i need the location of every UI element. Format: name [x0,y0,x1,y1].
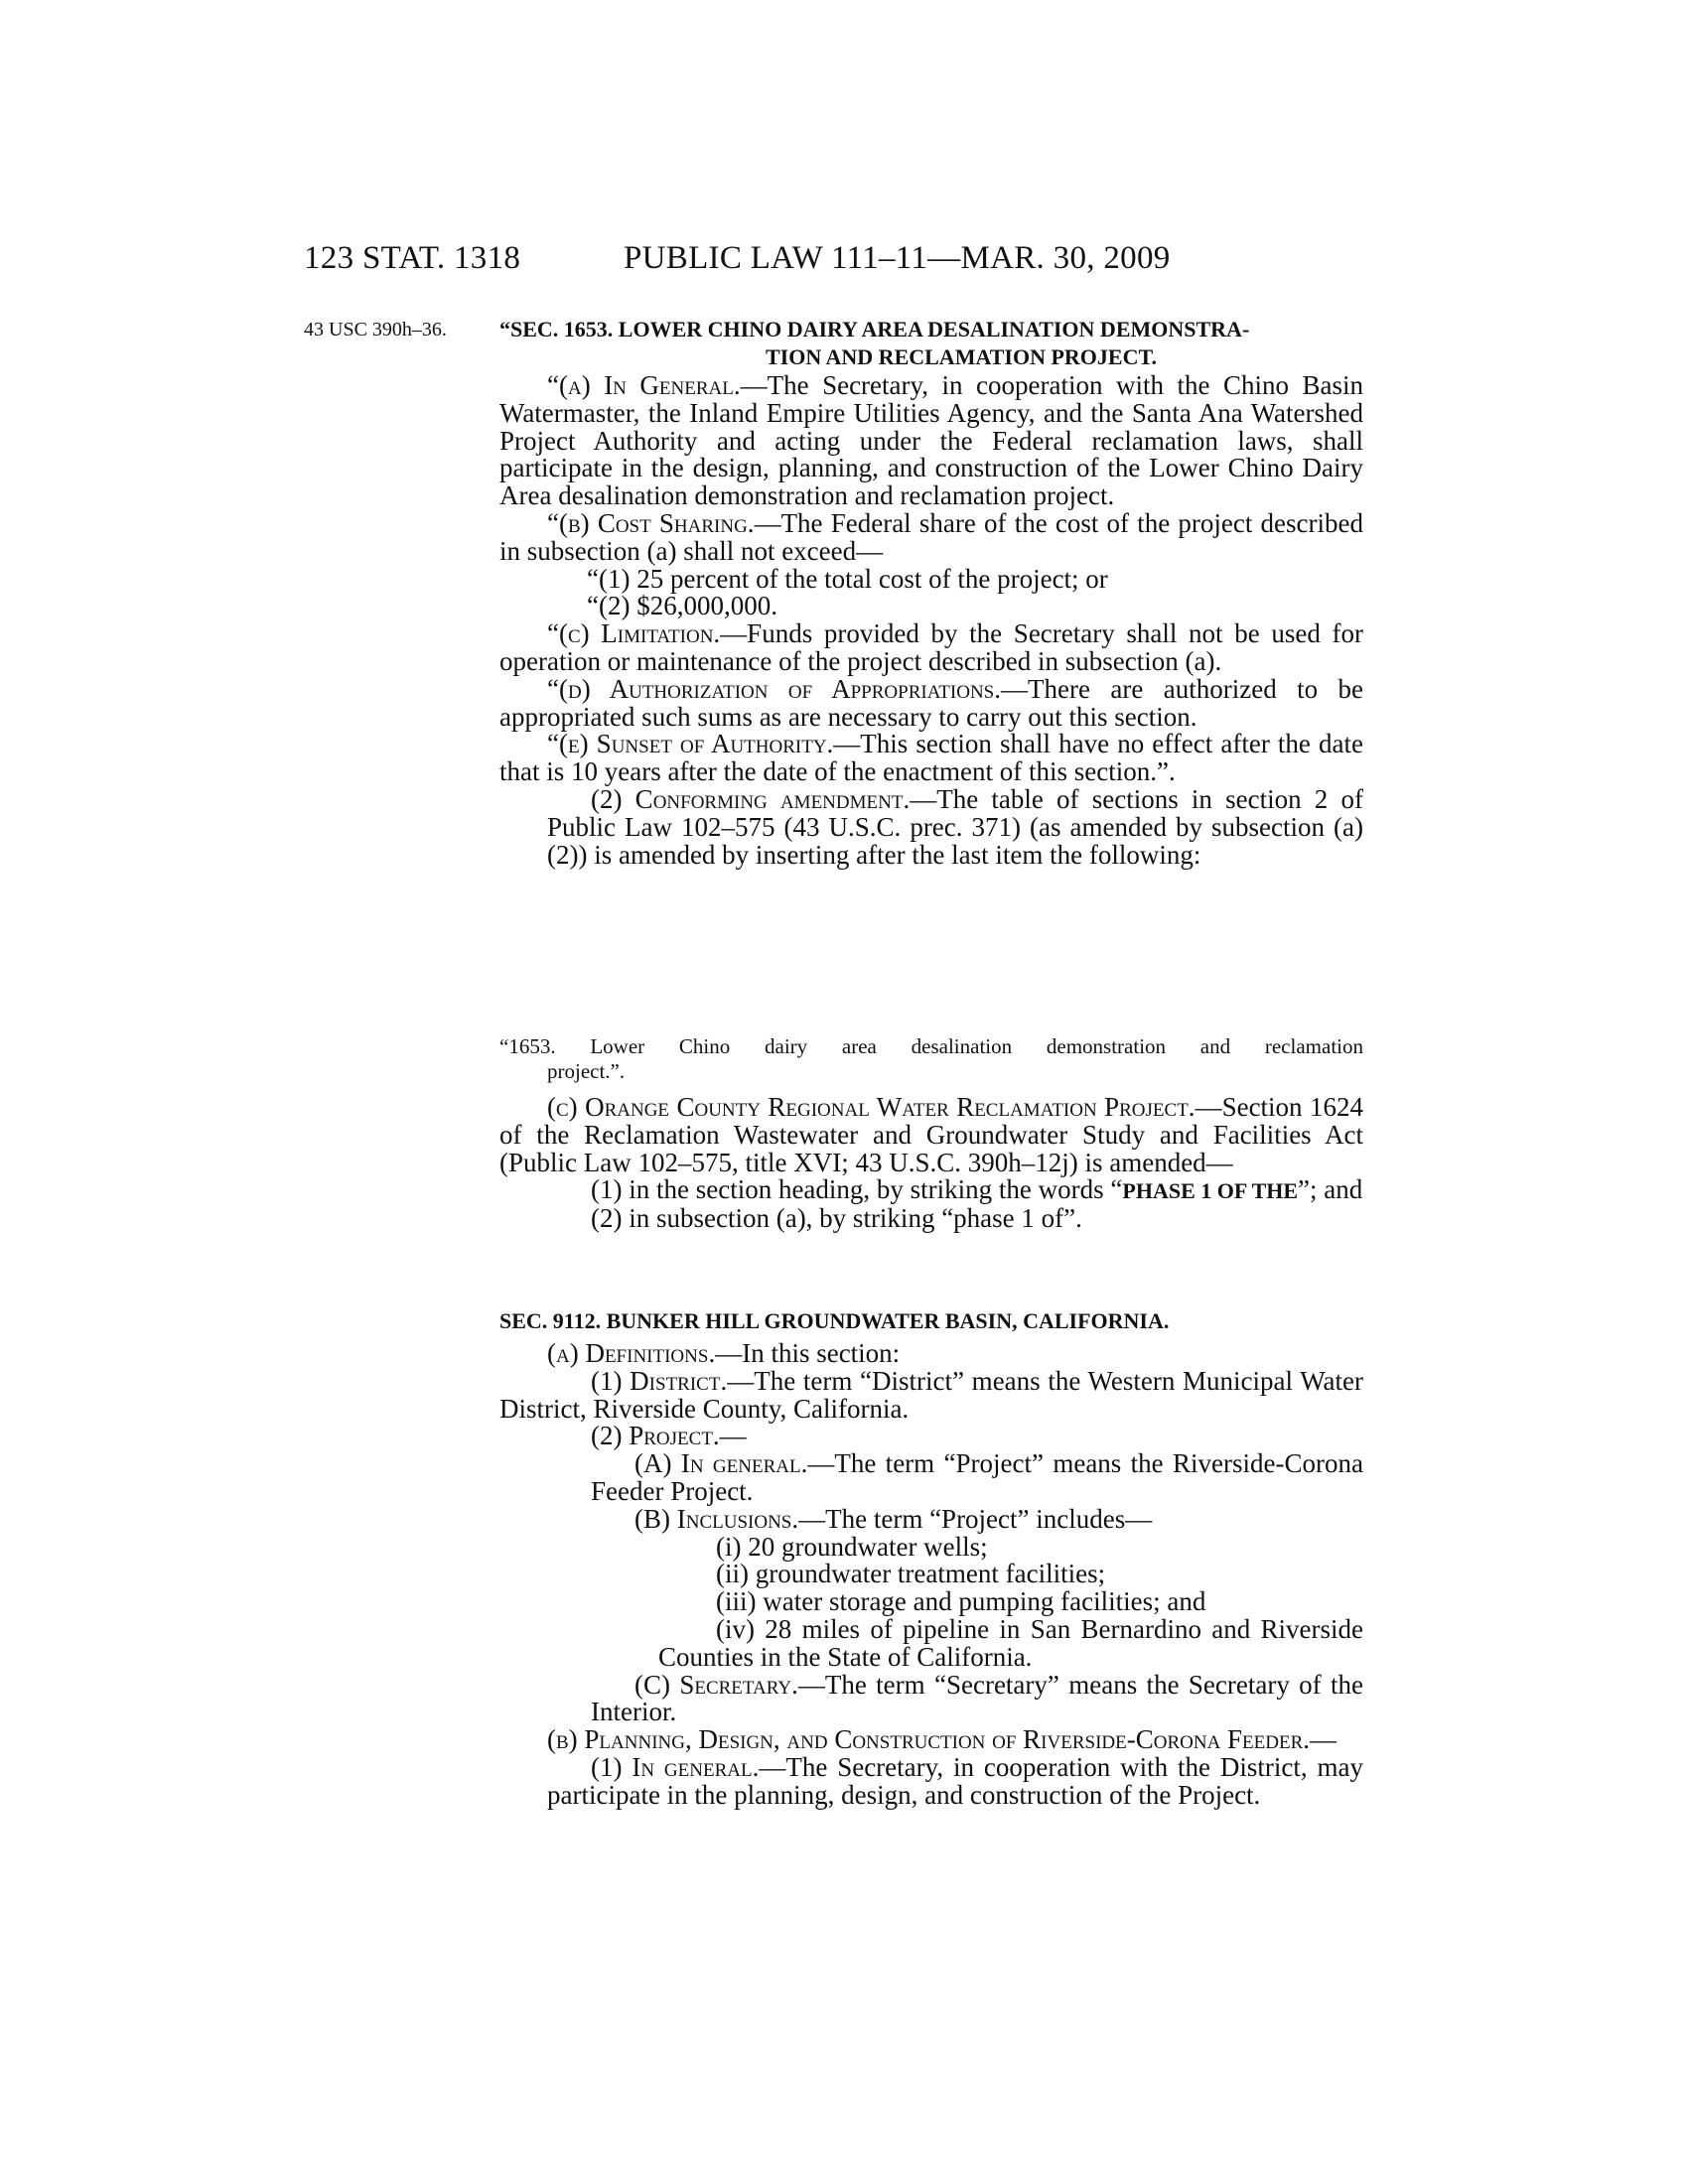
inclusion-i: (i) 20 groundwater wells; [716,1531,988,1562]
sec-1653-body [499,372,1363,869]
definitions: (a) Definitions.—In this section: [547,1338,901,1368]
sec-1653-heading-line1: “SEC. 1653. LOWER CHINO DAIRY AREA DESALINATION DEMONSTRA- [499,317,1250,341]
definition-secretary: (C) Secretary.—The term “Secretary” means the Secretary of the Interior. [591,1669,1364,1727]
orange-county-item-2: (2) in subsection (a), by striking “phase 1 of”. [591,1203,1082,1234]
inclusion-ii: (ii) groundwater treatment facilities; [716,1559,1106,1589]
subsection-planning: (b) Planning, Design, and Construction of Riverside-Corona Feeder.— [547,1724,1337,1755]
subsection-d: “(d) Authorization of Appropriations.—There are authorized to be appropriated such sums as are necessary to carry out this section. [499,673,1364,732]
definition-project: (2) Project.— [591,1421,747,1451]
table-of-sections-item [499,1034,1363,1084]
subsection-b-2: “(2) $26,000,000. [587,591,777,621]
definition-project-a: (A) In general.—The term “Project” means the Riverside-Corona Feeder Project. [591,1448,1363,1506]
margin-citation: 43 USC 390h–36. [304,319,447,341]
inclusion-iii: (iii) water storage and pumping facilities; and [716,1586,1206,1617]
toc-item-line1: “1653. Lower Chino dairy area desalination demonstration and reclamation [499,1034,1363,1058]
statute-page-number: 123 STAT. 1318 [304,240,521,276]
subsection-b-1: “(1) 25 percent of the total cost of the project; or [587,563,1108,594]
definition-district: (1) District.—The term “District” means the Western Municipal Water District, Riverside County, California. [499,1365,1363,1424]
conforming-amendment: (2) Conforming amendment.—The table of sections in section 2 of Public Law 102–575 (43 U.S.C. prec. 371) (as amended by subsection (a)(2)) is amended by inserting after the last item the following: [547,783,1363,870]
toc-item-line2: project.”. [547,1059,626,1083]
sec-9112-heading: SEC. 9112. BUNKER HILL GROUNDWATER BASIN, CALIFORNIA. [499,1308,1170,1333]
definition-project-b: (B) Inclusions.—The term “Project” includes— [634,1503,1153,1534]
sec-1653-heading [499,316,1363,371]
orange-county-section [499,1094,1363,1233]
inclusion-iv: (iv) 28 miles of pipeline in San Bernardino and Riverside Counties in the State of California. [658,1613,1363,1672]
planning-in-general: (1) In general.—The Secretary, in cooperation with the District, may participate in the planning, design, and construction of the Project. [547,1751,1363,1810]
subsection-a: “(a) In General.—The Secretary, in cooperation with the Chino Basin Watermaster, the Inland Empire Utilities Agency, and the Santa Ana Watershed Project Authority and acting under the Federal reclamation laws, shall participate in the design, planning, and construction of the Lower Chino Dairy Area desalination demonstration and reclamation project. [499,370,1363,511]
sec-1653-heading-line2: TION AND RECLAMATION PROJECT. [766,344,1157,369]
subsection-e: “(e) Sunset of Authority.—This section shall have no effect after the date that is 10 years after the date of the enactment of this section.”. [499,729,1364,787]
page-header [304,240,1382,286]
subsection-b: “(b) Cost Sharing.—The Federal share of the cost of the project described in subsection (a) shall not exceed— [499,507,1363,566]
orange-county-item-1: (1) in the section heading, by striking the words “PHASE 1 OF THE”; and [591,1174,1363,1205]
public-law-title: PUBLIC LAW 111–11—MAR. 30, 2009 [624,240,1171,276]
orange-county-paragraph: (c) Orange County Regional Water Reclamation Project.—Section 1624 of the Reclamation Wastewater and Groundwater Study and Facilities Act (Public Law 102–575, title XVI; 43 U.S.C. 390h–12j) is amended— [499,1092,1363,1177]
sec-9112-heading-wrap [499,1308,1363,1334]
sec-9112-body [499,1340,1363,1810]
subsection-c: “(c) Limitation.—Funds provided by the Secretary shall not be used for operation or maintenance of the project described in subsection (a). [499,618,1363,676]
